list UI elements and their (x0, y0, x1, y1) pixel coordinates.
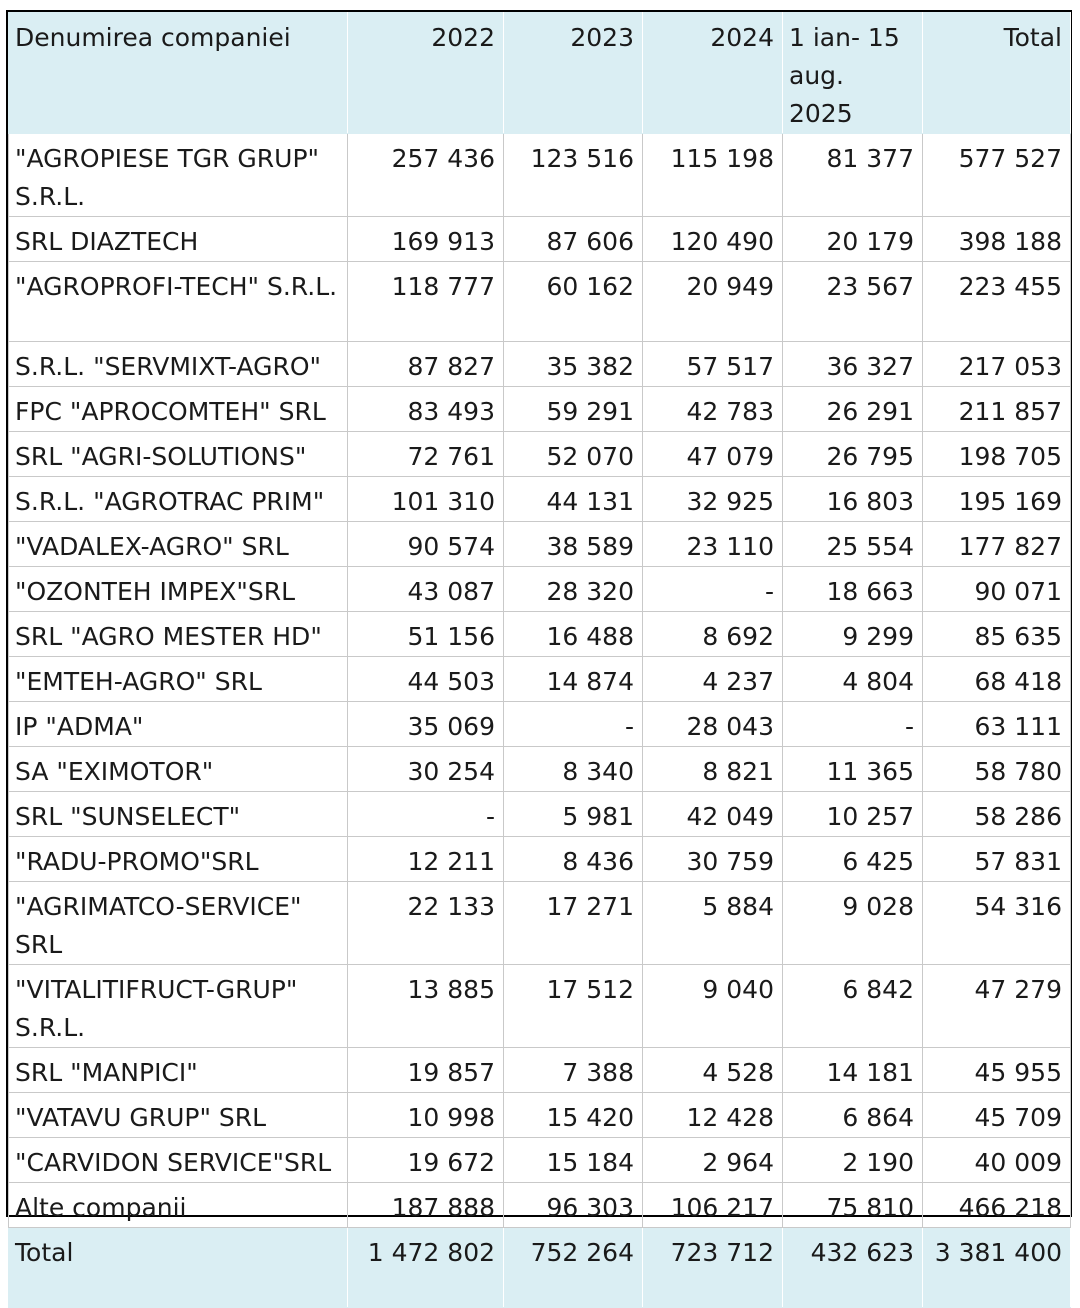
value-total: 58 780 (923, 747, 1071, 792)
value-2022: 169 913 (348, 217, 504, 262)
table-row (9, 657, 1071, 702)
data-table-container (6, 10, 1072, 1267)
value-2022: 187 888 (348, 1183, 504, 1228)
company-name: S.R.L. "SERVMIXT-AGRO" (9, 342, 348, 387)
value-2022: 19 857 (348, 1048, 504, 1093)
table-row (9, 432, 1071, 477)
table-row (9, 262, 1071, 342)
company-name: SRL "SUNSELECT" (9, 792, 348, 837)
value-2024: 4 528 (643, 1048, 783, 1093)
value-2022: 101 310 (348, 477, 504, 522)
value-2024: 9 040 (643, 965, 783, 1048)
company-name: IP "ADMA" (9, 702, 348, 747)
value-2025: 6 842 (783, 965, 923, 1048)
value-total: 398 188 (923, 217, 1071, 262)
value-2022: 13 885 (348, 965, 504, 1048)
value-2023: 5 981 (504, 792, 643, 837)
value-total: 466 218 (923, 1183, 1071, 1228)
value-2023: 15 420 (504, 1093, 643, 1138)
total-2025: 432 623 (783, 1228, 923, 1308)
value-2022: 44 503 (348, 657, 504, 702)
company-name: "AGRIMATCO-SERVICE" SRL (9, 882, 348, 965)
total-label: Total (9, 1228, 348, 1308)
company-name: "VATAVU GRUP" SRL (9, 1093, 348, 1138)
value-2024: 115 198 (643, 134, 783, 217)
table-row (9, 387, 1071, 432)
value-2025: 6 864 (783, 1093, 923, 1138)
table-row (9, 1138, 1071, 1183)
value-2022: 30 254 (348, 747, 504, 792)
value-2023: 14 874 (504, 657, 643, 702)
value-2024: 42 783 (643, 387, 783, 432)
value-2025: 25 554 (783, 522, 923, 567)
value-2024: 47 079 (643, 432, 783, 477)
value-2024: 12 428 (643, 1093, 783, 1138)
company-name: "VITALITIFRUCT-GRUP" S.R.L. (9, 965, 348, 1048)
value-2025: 81 377 (783, 134, 923, 217)
value-2025: 4 804 (783, 657, 923, 702)
company-name: "VADALEX-AGRO" SRL (9, 522, 348, 567)
value-2025: 26 291 (783, 387, 923, 432)
value-total: 58 286 (923, 792, 1071, 837)
table-row (9, 837, 1071, 882)
value-2025: 9 028 (783, 882, 923, 965)
company-name: SRL "AGRI-SOLUTIONS" (9, 432, 348, 477)
value-2022: 257 436 (348, 134, 504, 217)
value-total: 90 071 (923, 567, 1071, 612)
company-name: S.R.L. "AGROTRAC PRIM" (9, 477, 348, 522)
company-name: SRL "AGRO MESTER HD" (9, 612, 348, 657)
value-total: 45 709 (923, 1093, 1071, 1138)
value-2022: 22 133 (348, 882, 504, 965)
company-name: FPC "APROCOMTEH" SRL (9, 387, 348, 432)
value-total: 54 316 (923, 882, 1071, 965)
value-2023: 60 162 (504, 262, 643, 342)
value-2023: 59 291 (504, 387, 643, 432)
value-2024: 57 517 (643, 342, 783, 387)
value-2022: 19 672 (348, 1138, 504, 1183)
value-2023: 123 516 (504, 134, 643, 217)
value-2025: 23 567 (783, 262, 923, 342)
company-name: "CARVIDON SERVICE"SRL (9, 1138, 348, 1183)
company-name: "EMTEH-AGRO" SRL (9, 657, 348, 702)
value-2023: 28 320 (504, 567, 643, 612)
total-2023: 752 264 (504, 1228, 643, 1308)
value-2023: 8 436 (504, 837, 643, 882)
value-2023: 17 512 (504, 965, 643, 1048)
company-name: Alte companii (9, 1183, 348, 1228)
table-row (9, 1093, 1071, 1138)
header-company: Denumirea companiei (9, 13, 348, 134)
table-row (9, 342, 1071, 387)
value-total: 223 455 (923, 262, 1071, 342)
value-2025: - (783, 702, 923, 747)
value-2023: - (504, 702, 643, 747)
value-2025: 20 179 (783, 217, 923, 262)
value-2023: 96 303 (504, 1183, 643, 1228)
value-2024: 20 949 (643, 262, 783, 342)
value-2024: 8 692 (643, 612, 783, 657)
value-total: 198 705 (923, 432, 1071, 477)
value-2022: 12 211 (348, 837, 504, 882)
value-2025: 9 299 (783, 612, 923, 657)
value-2024: 42 049 (643, 792, 783, 837)
value-2025: 26 795 (783, 432, 923, 477)
company-name: SRL DIAZTECH (9, 217, 348, 262)
value-2025: 18 663 (783, 567, 923, 612)
company-name: "AGROPIESE TGR GRUP" S.R.L. (9, 134, 348, 217)
value-2024: 4 237 (643, 657, 783, 702)
company-sales-table (8, 12, 1071, 1308)
value-total: 63 111 (923, 702, 1071, 747)
value-2023: 17 271 (504, 882, 643, 965)
value-2024: 28 043 (643, 702, 783, 747)
value-2024: 106 217 (643, 1183, 783, 1228)
value-total: 577 527 (923, 134, 1071, 217)
value-total: 68 418 (923, 657, 1071, 702)
value-2023: 44 131 (504, 477, 643, 522)
total-2024: 723 712 (643, 1228, 783, 1308)
value-2024: 8 821 (643, 747, 783, 792)
value-total: 45 955 (923, 1048, 1071, 1093)
value-2025: 75 810 (783, 1183, 923, 1228)
table-row (9, 612, 1071, 657)
value-total: 195 169 (923, 477, 1071, 522)
total-2022: 1 472 802 (348, 1228, 504, 1308)
header-2022: 2022 (348, 13, 504, 134)
table-total-row (9, 1228, 1071, 1308)
table-row (9, 1183, 1071, 1228)
value-2024: - (643, 567, 783, 612)
value-2025: 6 425 (783, 837, 923, 882)
table-row (9, 965, 1071, 1048)
table-row (9, 134, 1071, 217)
value-2023: 16 488 (504, 612, 643, 657)
value-2022: 83 493 (348, 387, 504, 432)
value-2025: 36 327 (783, 342, 923, 387)
value-2024: 5 884 (643, 882, 783, 965)
table-row (9, 882, 1071, 965)
value-total: 57 831 (923, 837, 1071, 882)
value-2024: 32 925 (643, 477, 783, 522)
value-total: 177 827 (923, 522, 1071, 567)
value-2024: 2 964 (643, 1138, 783, 1183)
company-name: "OZONTEH IMPEX"SRL (9, 567, 348, 612)
header-2023: 2023 (504, 13, 643, 134)
value-2022: 72 761 (348, 432, 504, 477)
company-name: SRL "MANPICI" (9, 1048, 348, 1093)
header-2025-period: 1 ian- 15 aug. 2025 (783, 13, 923, 134)
table-row (9, 747, 1071, 792)
value-2022: - (348, 792, 504, 837)
header-total: Total (923, 13, 1071, 134)
company-name: "RADU-PROMO"SRL (9, 837, 348, 882)
value-2022: 35 069 (348, 702, 504, 747)
value-2023: 38 589 (504, 522, 643, 567)
table-row (9, 1048, 1071, 1093)
table-row (9, 792, 1071, 837)
company-name: SA "EXIMOTOR" (9, 747, 348, 792)
value-2022: 87 827 (348, 342, 504, 387)
table-header-row (9, 13, 1071, 134)
value-total: 40 009 (923, 1138, 1071, 1183)
value-total: 211 857 (923, 387, 1071, 432)
grand-total: 3 381 400 (923, 1228, 1071, 1308)
table-row (9, 522, 1071, 567)
table-row (9, 567, 1071, 612)
company-name: "AGROPROFI-TECH" S.R.L. (9, 262, 348, 342)
table-row (9, 702, 1071, 747)
value-2023: 87 606 (504, 217, 643, 262)
value-2025: 14 181 (783, 1048, 923, 1093)
value-2022: 51 156 (348, 612, 504, 657)
value-total: 47 279 (923, 965, 1071, 1048)
header-2024: 2024 (643, 13, 783, 134)
value-2025: 16 803 (783, 477, 923, 522)
value-total: 85 635 (923, 612, 1071, 657)
value-2022: 10 998 (348, 1093, 504, 1138)
value-2025: 10 257 (783, 792, 923, 837)
value-2023: 35 382 (504, 342, 643, 387)
value-2024: 30 759 (643, 837, 783, 882)
value-2023: 7 388 (504, 1048, 643, 1093)
value-2023: 8 340 (504, 747, 643, 792)
value-2022: 118 777 (348, 262, 504, 342)
value-2022: 90 574 (348, 522, 504, 567)
table-row (9, 477, 1071, 522)
value-2024: 23 110 (643, 522, 783, 567)
value-2023: 52 070 (504, 432, 643, 477)
value-2022: 43 087 (348, 567, 504, 612)
value-2025: 11 365 (783, 747, 923, 792)
value-2023: 15 184 (504, 1138, 643, 1183)
value-2025: 2 190 (783, 1138, 923, 1183)
value-2024: 120 490 (643, 217, 783, 262)
table-row (9, 217, 1071, 262)
value-total: 217 053 (923, 342, 1071, 387)
